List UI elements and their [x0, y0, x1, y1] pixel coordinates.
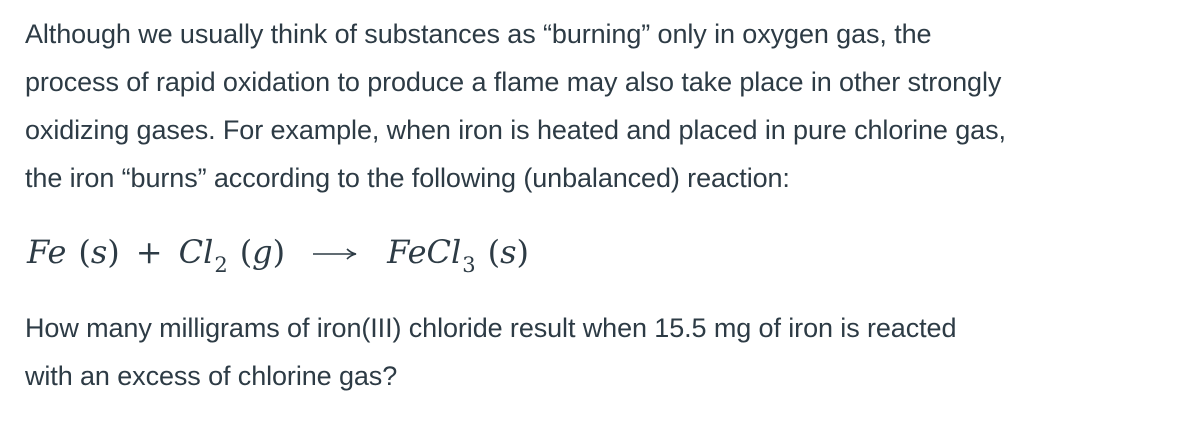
plus-sign: +	[135, 233, 163, 271]
reactant-chlorine-state: (g)	[239, 233, 286, 271]
intro-line: oxidizing gases. For example, when iron is heated and placed in pure chlorine gas,	[25, 115, 1006, 145]
reactant-iron: Fe	[27, 233, 67, 271]
product-subscript: 3	[462, 253, 476, 277]
intro-line: process of rapid oxidation to produce a flame may also take place in other strongly	[25, 67, 1002, 97]
intro-paragraph	[25, 10, 1175, 202]
question-line: with an excess of chlorine gas?	[25, 361, 398, 391]
problem-content	[25, 10, 1175, 400]
reactant-chlorine: $Cl_2$	[178, 233, 228, 277]
product-state: (s)	[487, 233, 530, 271]
question-line: How many milligrams of iron(III) chloride result when 15.5 mg of iron is reacted	[25, 313, 957, 343]
product-iron-chloride: FeCl$_3$	[387, 233, 476, 277]
intro-line: the iron “burns” according to the following (unbalanced) reaction:	[25, 163, 790, 193]
chemical-equation	[27, 222, 1175, 282]
intro-line: Although we usually think of substances as “burning” only in oxygen gas, the	[25, 19, 932, 49]
reactant-iron-state: (s)	[78, 233, 120, 271]
question-paragraph	[25, 304, 1175, 400]
reaction-arrow-icon	[313, 247, 357, 261]
chlorine-subscript: 2	[214, 253, 228, 277]
